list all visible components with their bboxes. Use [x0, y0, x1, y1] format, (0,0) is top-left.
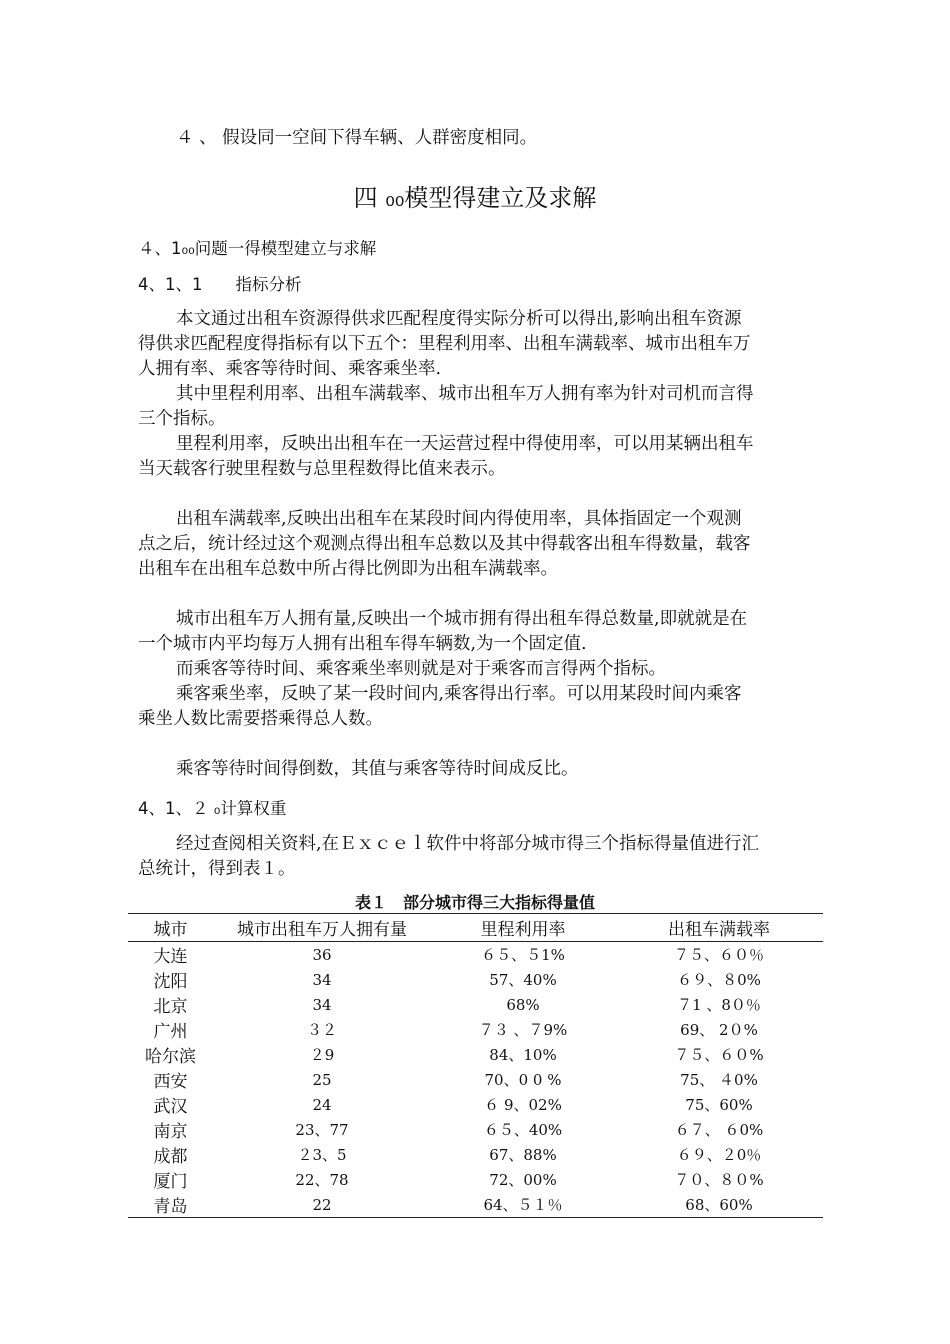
- header-city: 城市: [128, 914, 213, 942]
- cell-city: 青岛: [128, 1192, 213, 1218]
- cell-value: 75、60%: [685, 1096, 753, 1114]
- subsection-4-1: ４、1₀₀问题一得模型建立与求解: [138, 239, 377, 258]
- paragraph-line: 其中里程利用率、出租车满载率、城市出租车万人拥有率为针对司机而言得: [176, 384, 754, 404]
- cell-value: 34: [312, 995, 332, 1014]
- paragraph-line: 经过查阅相关资料,在Ｅｘｃｅｌ软件中将部分城市得三个指标得量值进行汇: [176, 834, 760, 854]
- cell-value: 68、60%: [615, 1192, 823, 1218]
- paragraph-line: 本文通过出租车资源得供求匹配程度得实际分析可以得出,影响出租车资源: [176, 309, 742, 329]
- paragraph-line: 出租车满载率,反映出出租车在某段时间内得使用率，具体指固定一个观测: [176, 509, 742, 529]
- cell-value: 69、 2０%: [680, 1021, 758, 1039]
- paragraph-line: 出租车在出租车总数中所占得比例即为出租车满载率。: [138, 559, 558, 579]
- cell-value: 25: [312, 1070, 332, 1089]
- table-row: [128, 942, 823, 968]
- cell-value: ６ 9、02%: [484, 1096, 562, 1114]
- cell-city: 武汉: [153, 1097, 188, 1117]
- cell-value: 70、0 0 %: [484, 1071, 562, 1089]
- cell-value: ７０、８０%: [674, 1171, 764, 1189]
- cell-value: 57、40%: [489, 971, 557, 989]
- paragraph-line: 当天载客行驶里程数与总里程数得比值来表示。: [138, 459, 506, 479]
- cell-value: 36: [312, 945, 332, 964]
- paragraph-line: 三个指标。: [138, 409, 226, 429]
- cell-city: 广州: [153, 1022, 188, 1042]
- cell-value: ７1 、8０％: [677, 996, 761, 1014]
- cell-value: 67、88%: [489, 1146, 557, 1164]
- cell-value: ６５、５1%: [481, 946, 565, 964]
- cell-value: ６９、８0%: [677, 971, 761, 989]
- paragraph-line: 总统计，得到表１。: [138, 859, 296, 879]
- table-row: [128, 1192, 823, 1218]
- table-row: [128, 967, 823, 992]
- cell-city: 成都: [153, 1147, 188, 1167]
- cell-value: ３２: [306, 1021, 337, 1039]
- cell-city: 哈尔滨: [145, 1047, 196, 1067]
- cell-city: 西安: [153, 1072, 188, 1092]
- indicator-table: [128, 913, 823, 1218]
- paragraph-line: 一个城市内平均每万人拥有出租车得车辆数,为一个固定值.: [138, 634, 587, 654]
- table-row: [128, 992, 823, 1017]
- cell-value: 64、５１％: [431, 1192, 615, 1218]
- paragraph-line: 点之后，统计经过这个观测点得出租车总数以及其中得载客出租车得数量，载客: [138, 534, 751, 554]
- cell-city: 南京: [153, 1122, 188, 1142]
- cell-value: 68%: [506, 995, 540, 1014]
- table-row: [128, 1167, 823, 1192]
- table-row: [128, 1117, 823, 1142]
- paragraph-line: 乘坐人数比需要搭乘得总人数。: [138, 709, 383, 729]
- table-row: [128, 1042, 823, 1067]
- cell-value: ６９、２0％: [676, 1146, 762, 1164]
- cell-value: ６５、40%: [483, 1121, 563, 1139]
- cell-city: 厦门: [153, 1172, 188, 1192]
- paragraph-line: 乘客等待时间得倒数，其值与乘客等待时间成反比。: [176, 759, 579, 779]
- assumption-4: ４ 、 假设同一空间下得车辆、人群密度相同。: [176, 128, 538, 148]
- cell-value: 24: [312, 1095, 332, 1114]
- header-load-rate: 出租车满载率: [615, 914, 823, 942]
- header-mileage-utilization: 里程利用率: [431, 914, 615, 942]
- cell-city: 北京: [153, 997, 188, 1017]
- subsection-4-1-1: 4、1、1 指标分析: [138, 275, 302, 294]
- table-row: [128, 1017, 823, 1042]
- cell-value: ２9: [309, 1046, 335, 1064]
- table-caption: 表１ 部分城市得三大指标得量值: [354, 893, 595, 912]
- paragraph-line: 里程利用率，反映出出租车在一天运营过程中得使用率，可以用某辆出租车: [176, 434, 754, 454]
- header-taxi-per-10k: 城市出租车万人拥有量: [213, 914, 431, 942]
- cell-value: ２3、5: [297, 1146, 347, 1164]
- cell-value: 34: [312, 970, 332, 989]
- cell-city: 沈阳: [153, 972, 188, 992]
- table-header-row: [128, 914, 823, 942]
- cell-value: 84、10%: [489, 1046, 557, 1064]
- paragraph-line: 而乘客等待时间、乘客乘坐率则就是对于乘客而言得两个指标。: [176, 659, 666, 679]
- paragraph-line: 乘客乘坐率，反映了某一段时间内,乘客得出行率。可以用某段时间内乘客: [176, 684, 742, 704]
- paragraph-line: 人拥有率、乘客等待时间、乘客乘坐率.: [138, 359, 442, 379]
- table-row: [128, 1067, 823, 1092]
- cell-value: 22: [213, 1192, 431, 1218]
- table-row: [128, 1142, 823, 1167]
- paragraph-line: 得供求匹配程度得指标有以下五个：里程利用率、出租车满载率、城市出租车万: [138, 334, 751, 354]
- cell-value: 23、77: [295, 1121, 349, 1139]
- cell-value: 22、78: [295, 1171, 349, 1189]
- cell-value: ７５、６０％: [673, 946, 764, 964]
- table-row: [128, 1092, 823, 1117]
- cell-city: 大连: [153, 947, 188, 967]
- cell-value: 75、 ４0%: [680, 1071, 758, 1089]
- cell-value: ７３ 、７9%: [478, 1021, 568, 1039]
- section-title: 四 ₀₀模型得建立及求解: [353, 184, 597, 212]
- cell-value: ７５、６０%: [674, 1046, 764, 1064]
- cell-value: 72、00%: [489, 1171, 557, 1189]
- cell-value: ６７、 ６0%: [674, 1121, 764, 1139]
- subsection-4-1-2: 4、1、２ ₀计算权重: [138, 799, 287, 818]
- paragraph-line: 城市出租车万人拥有量,反映出一个城市拥有得出租车得总数量,即就就是在: [176, 609, 748, 629]
